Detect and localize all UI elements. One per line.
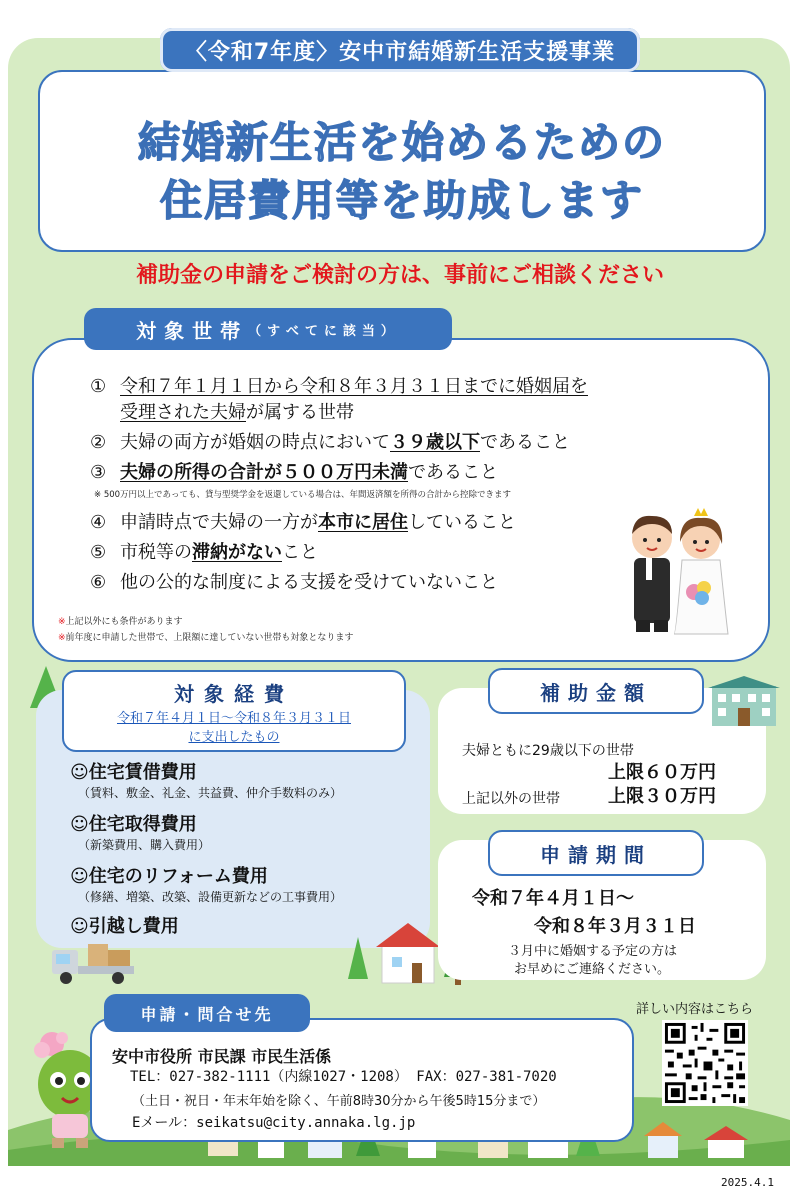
condition-4: ④ 申請時点で夫婦の一方が本市に居住していること — [90, 512, 516, 533]
consultation-notice: 補助金の申請をご検討の方は、事前にご相談ください — [135, 263, 664, 288]
income-note: ※ 500万円以上であっても、貸与型奨学金を返還している場合は、年間返済額を所得の合計から控除できます — [94, 490, 511, 500]
moving-truck-illustration — [48, 936, 138, 986]
condition-1: ① 令和７年１月１日から令和８年３月３１日までに婚姻届を 受理された夫婦が属する世帯 — [90, 376, 588, 423]
wedding-couple-illustration — [624, 508, 744, 638]
expenses-box: ☺住宅賃借費用 （賃料、敷金、礼金、共益費、仲介手数料のみ） ☺住宅取得費用 （新築費用、購入費用） ☺住宅のリフォーム費用 （修繕、増築、改築、設備更新などの工事費用） ☺引越し費用 — [36, 690, 430, 948]
contact-box — [90, 1018, 634, 1142]
subsidy-header: 補助金額 — [488, 668, 704, 714]
application-period-box: 令和７年４月１日～ 令和８年３月３１日 ３月中に婚姻する予定の方は お早めにご連絡ください。 — [438, 840, 766, 980]
building-illustration — [708, 676, 780, 730]
qr-code-icon[interactable] — [662, 1020, 748, 1106]
expenses-header: 対象経費 令和７年４月１日～令和８年３月３１日 に支出したもの — [62, 670, 406, 752]
condition-6: ⑥ 他の公的な制度による支援を受けていないこと — [90, 572, 498, 593]
condition-5: ⑤ 市税等の滞納がないこと — [90, 542, 318, 563]
contact-tab: 申請・問合せ先 — [104, 994, 310, 1032]
title-box — [38, 70, 766, 252]
condition-3: ③ 夫婦の所得の合計が５００万円未満であること — [90, 462, 498, 483]
contact-tel-fax: TEL：027-382-1111（内線1027・1208） FAX：027-381-7020 — [130, 1069, 557, 1085]
note-1: ※上記以外にも条件があります — [58, 617, 183, 627]
contact-email[interactable]: Eメール：seikatsu@city.annaka.lg.jp — [132, 1115, 416, 1131]
application-period-header: 申請期間 — [488, 830, 704, 876]
title-line-2: 住居費用等を助成します — [159, 176, 644, 225]
subsidy-box: 夫婦ともに29歳以下の世帯 上限６０万円 上記以外の世帯 上限３０万円 — [438, 688, 766, 814]
contact-hours: （土日・祝日・年末年始を除く、午前8時30分から午後5時15分まで） — [132, 1094, 546, 1109]
year-tag: 〈令和7年度〉安中市結婚新生活支援事業 — [160, 28, 640, 72]
eligibility-tab: 対象世帯 （すべてに該当） — [84, 308, 452, 350]
contact-office: 安中市役所 市民課 市民生活係 — [112, 1047, 332, 1066]
eligibility-box — [32, 338, 770, 662]
title-line-1: 結婚新生活を始めるための — [137, 118, 666, 167]
note-2: ※前年度に申請した世帯で、上限額に達していない世帯も対象となります — [58, 633, 354, 643]
publication-date: 2025.4.1 — [721, 1176, 774, 1189]
condition-2: ② 夫婦の両方が婚姻の時点において３９歳以下であること — [90, 432, 570, 453]
qr-caption: 詳しい内容はこちら — [636, 1002, 754, 1017]
